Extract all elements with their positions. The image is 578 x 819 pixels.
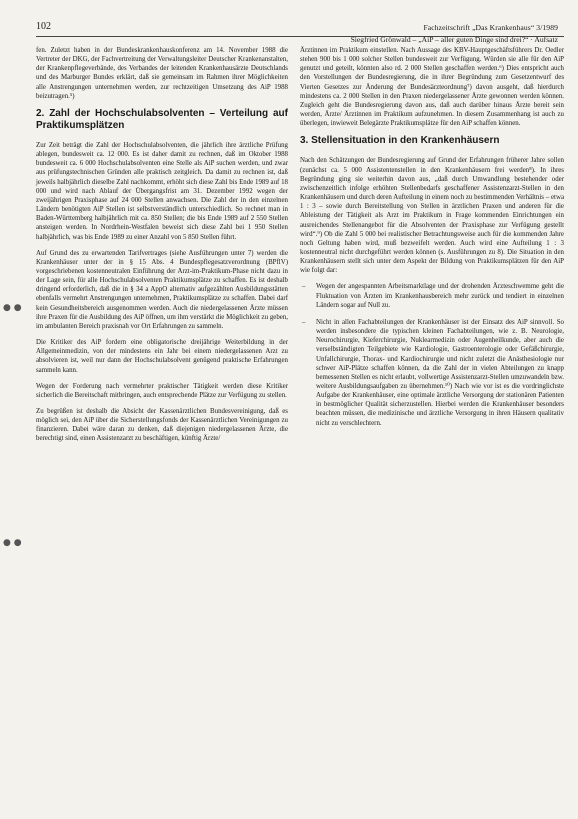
- paragraph: Auf Grund des zu erwartenden Tarifvertrages (siehe Ausführungen unter 7) werden die Krankenhäuser unter der in § 15 Abs. 4 Bundespflegesatzverordnung (BPflV) vorgeschriebenen kostenneutralen Einführung der Arzt-im-Praktikum-Phase nicht dazu in der Lage sein, für alle Hochschulabsolventen Praktikumsplätze zu schaffen. Es ist deshalb dringend erforderlich, daß die in § 34 a AppO alternativ aufgezählten Ausbildungsstätten ebenfalls vermehrt Anstrengungen unternehmen, Praktikumsplätze zu schaffen. Dabei darf kein Gesundheitsbereich ausgenommen werden. Auch die niedergelassenen Ärzte müssen ihre Praxen für die Ausbildung des AiP öffnen, um ihm verstärkt die Möglichkeit zu geben, im ambulanten Bereich praxisnah vor Ort Erfahrungen zu sammeln.: [36, 249, 288, 330]
- right-column: [300, 46, 564, 436]
- paragraph: Die Kritiker des AiP fordern eine obligatorische dreijährige Weiterbildung in der Allgemeinmedizin, von der mindestens ein Jahr bei einem niedergelassenen Arzt zu absolvieren ist, weil nur dann der Hochschulabsolvent genügend praktische Erfahrungen sammeln kann.: [36, 339, 288, 374]
- header-rule: [36, 36, 564, 37]
- paragraph: fen. Zuletzt haben in der Bundeskrankenhauskonferenz am 14. November 1988 die Vertreter der DKG, der Fachvertreitung der Verwaltungsleiter Deutscher Krankenanstalten, der Krankenpflegeverbände, des Verbandes der leitenden Krankenhausärzte Deutschlands und des Marburger Bundes erklärt, daß sie gemeinsam im Rahmen ihrer Möglichkeiten alle Anstrengungen unternehmen werden, zur rechtzeitigen Umsetzung des AiP 1988 beizutragen.⁵): [36, 47, 288, 100]
- bullet-list: [300, 282, 564, 427]
- left-column: [36, 46, 288, 451]
- article-subline: Siegfried Grönwald – „AiP – aller guten Dinge sind drei?“ · Aufsatz: [350, 35, 558, 44]
- section-heading-3: 3. Stellensituation in den Krankenhäusern: [300, 135, 500, 147]
- paragraph: Nach den Schätzungen der Bundesregierung auf Grund der Erfahrungen früherer Jahre sollen (zunächst ca. 5 000 Assistentenstellen in den Krankenhäusern frei werden⁸). In ihres Begründung ging sie weiterhin davon aus, „daß durch Umwandlung bestehender oder zwischenzeitlich infolge erhöhten Stellenbedarfs geschaffener Assistenzarzt-Stellen in den Krankenhäusern und durch deren Aufteilung in einem noch zu bestimmenden Verhältnis – etwa 1 : 3 – sowie durch Bereitstellung von Stellen in ärztlichen Praxen und anderen für die Ableistung der Tätigkeit als Arzt im Praktikum in Frage kommenden Einrichtungen ein ausreichendes Stellenangebot für die Absolventen der Praxisphase zur Verfügung gestellt wird“.⁹) Ob die Zahl 5 000 bei realistischer Betrachtungsweise auch für die kommenden Jahre noch Geltung haben wird, muß bezweifelt werden. Auch wird eine Aufteilung 1 : 3 kostenneutral nicht durchgeführt werden können (s. Ausführungen zu 8). Die Situation in den Krankenhäusern stellt sich unter dem Aspekt der Bildung von Praktikumsplätzen für den AiP wie folgt dar:: [300, 157, 564, 275]
- paragraph: Zur Zeit beträgt die Zahl der Hochschulabsolventen, die jährlich ihre ärztliche Prüfung ablegen, bundesweit ca. 12 000. Es ist daher damit zu rechnen, daß im Oktober 1988 bundesweit ca. 6 000 Hochschulabsolventen eine Stelle als AiP suchen werden, und zwar aus prüfungstechnischen Gründen alle praktisch zeitgleich. Da damit zu rechnen ist, daß jeweils halbjährlich dieselbe Zahl nachkommt, erhöht sich diese Zahl bis Ende 1989 auf 18 000 und wird nach Ablauf der Übergangsfrist am 31. Dezember 1992 wegen der zweijährigen Praxisphase auf 24 000 Stellen anwachsen. Die Zahl der in den einzelnen Ländern benötigten AiP Stellen ist selbstverständlich unterschiedlich. So rechnet man in Baden-Württemberg halbjährlich mit ca. 850 Stellen; die bis Ende 1989 auf 2 550 Stellen ansteigen werden. In Nordrhein-Westfalen beweist sich diese Zahl bei 1 950 Stellen halbjährlich, was bis Ende 1989 zu einer Anzahl von 5 850 Stellen führt.: [36, 141, 288, 241]
- binding-hole-mark: ● ●: [3, 538, 22, 548]
- list-item: – Nicht in allen Fachabteilungen der Krankenhäuser ist der Einsatz des AiP sinnvoll. So werden insbesondere die typischen kleinen Fachabteilungen, wie z. B. Neurologie, Neurochirurgie, Kieferchirurgie, Nuklearmedizin oder Augenheilkunde, aber auch die verselbständigten Teilgebiete wie Kardiologie, Gastroenterologie oder Gefäßchirurgie, Unfallchirurgie, Thorax- und Kardiochirurgie und nicht zuletzt die Anästhesiologie nur schwer AiP-Plätze schaffen können, da die Zahl der in vielen Abteilungen zu knapp bemessenen Stellen es nicht erlaubt, vollwertige Assistenzarzt-Stellen umzuwandeln bzw. weitere Ausbildungsaufgaben zu übernehmen.¹⁰) Nach wie vor ist es die vordringlichste Aufgabe der Krankenhäuser, eine optimale ärztliche Versorgung der stationären Patienten in bestmöglicher Qualität sicherzustellen. Hierbei werden die Krankenhäuser besonders beachten müssen, die medizinische und ärztliche Versorgung in ihren Häusern qualitativ nicht zu verschlechtern.: [300, 318, 564, 428]
- binding-hole-mark: ● ●: [3, 303, 22, 313]
- list-item: – Wegen der angespannten Arbeitsmarktlage und der drohenden Ärzteschwemme geht die Fluktuation von Ärzten im Krankenhausbereich mehr zurück und tendiert in einzelnen Ländern sogar auf Null zu.: [300, 282, 564, 309]
- paragraph: Zu begrüßen ist deshalb die Absicht der Kassenärztlichen Bundesvereinigung, daß es möglich sei, den AiP über die Sicherstellungsfonds der Kassenärztlichen Vereinigungen zu finanzieren. Dabei wäre daran zu denken, daß diejenigen niedergelassenen Ärzte, die berechtigt sind, einen Assistenzarzt zu beschäftigen, künftig Ärzte/: [36, 408, 288, 443]
- paragraph: Ärztinnen im Praktikum einstellen. Nach Aussage des KBV-Hauptgeschäftsführers Dr. Oedler stehen 900 bis 1 000 solcher Stellen bundesweit zur Verfügung. Würden sie alle für den AiP genutzt und geteilt, könnten also rd. 2 000 Stellen geschaffen werden.⁶) Dies entspricht auch den Vorstellungen der Bundesregierung, die in ihrer Begründung zum Gesetzentwurf des Vierten Gesetzes zur Änderung der Bundesärzteordnung⁷) davon ausgeht, daß hierdurch mindestens ca. 2 000 Stellen in den Praxen niedergelassener Ärzte gewonnen werden können. Zugleich geht die Bundesregierung davon aus, daß auch darüber hinaus Ärzte bereit sein werden, Ärzte/ Ärztinnen im Praktikum aufzunehmen. In diesem Zusammenhang ist auch zu überlegen, inwieweit Belegärzte Praktikumsplätze für den AiP schaffen können.: [300, 47, 564, 128]
- section-heading-2: 2. Zahl der Hochschulabsolventen – Verteilung auf Praktikumsplätzen: [36, 107, 288, 131]
- paragraph: Wegen der Forderung nach vermehrter praktischer Tätigkeit werden diese Kritiker sicherlich die Bereitschaft mitbringen, auch entsprechende Plätze zur Verfügung zu stellen.: [36, 382, 288, 399]
- page-number: 102: [36, 21, 51, 32]
- journal-title: Fachzeitschrift „Das Krankenhaus“ 3/1989: [423, 23, 558, 32]
